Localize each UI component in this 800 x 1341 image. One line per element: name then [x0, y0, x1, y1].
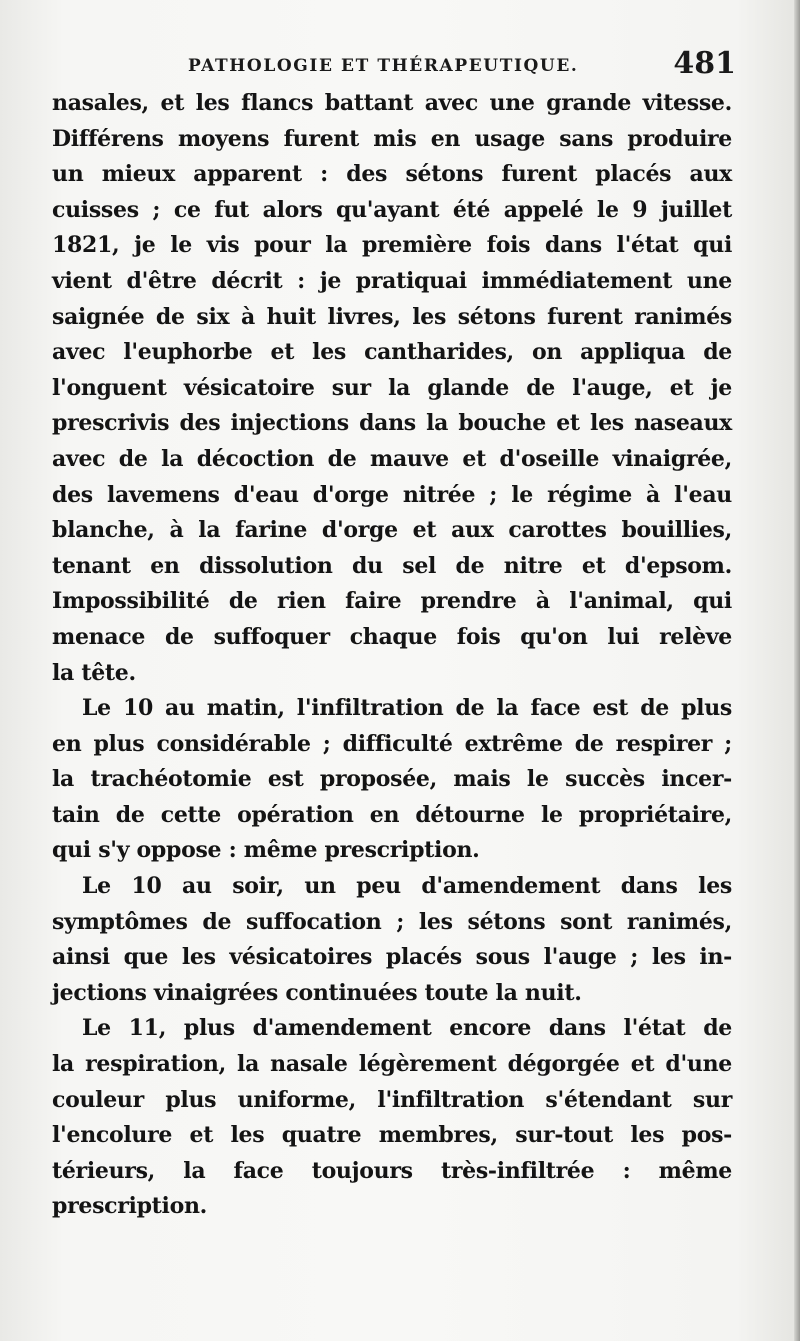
page-number: 481: [673, 46, 736, 81]
text-line: prescription.: [52, 1193, 208, 1220]
text-line: Le 10 au soir, un peu d'amendement dans les: [82, 873, 732, 900]
text-line: Différens moyens furent mis en usage sans produire: [52, 125, 732, 152]
text-line: couleur plus uniforme, l'infiltration s'étendant sur: [52, 1086, 732, 1113]
page-edge-shadow: [794, 0, 800, 1341]
running-head: [52, 46, 742, 90]
text-line: nasales, et les flancs battant avec une grande vitesse.: [52, 90, 732, 116]
text-line: la tête.: [52, 659, 136, 686]
text-line: tain de cette opération en détourne le propriétaire,: [52, 801, 732, 828]
running-head-title: PATHOLOGIE ET THÉRAPEUTIQUE.: [188, 56, 579, 76]
paragraph: [52, 691, 732, 869]
text-line: avec l'euphorbe et les cantharides, on appliqua de: [52, 339, 732, 366]
body-text: [52, 86, 732, 1225]
text-line: symptômes de suffocation ; les sétons sont ranimés,: [52, 908, 732, 935]
text-line: Impossibilité de rien faire prendre à l'animal, qui: [52, 588, 732, 615]
text-line: vient d'être décrit : je pratiquai immédiatement une: [52, 267, 732, 294]
text-line: blanche, à la farine d'orge et aux carottes bouillies,: [52, 517, 732, 544]
text-line: menace de suffoquer chaque fois qu'on lui relève: [52, 623, 732, 650]
text-line: jections vinaigrées continuées toute la nuit.: [52, 979, 582, 1006]
text-line: un mieux apparent : des sétons furent placés aux: [52, 161, 732, 188]
text-line: la trachéotomie est proposée, mais le succès incer-: [52, 766, 732, 793]
text-line: l'onguent vésicatoire sur la glande de l'auge, et je: [52, 374, 732, 401]
text-line: prescrivis des injections dans la bouche et les naseaux: [52, 410, 732, 437]
text-line: qui s'y oppose : même prescription.: [52, 837, 480, 864]
paragraph: [52, 869, 732, 1011]
text-line: 1821, je le vis pour la première fois dans l'état qui: [52, 232, 732, 259]
text-line: ainsi que les vésicatoires placés sous l'auge ; les in-: [52, 944, 732, 971]
text-line: térieurs, la face toujours très-infiltrée : même: [52, 1157, 732, 1184]
text-line: la respiration, la nasale légèrement dégorgée et d'une: [52, 1051, 732, 1078]
text-line: tenant en dissolution du sel de nitre et d'epsom.: [52, 552, 732, 579]
text-line: saignée de six à huit livres, les sétons furent ranimés: [52, 303, 732, 330]
text-line: l'encolure et les quatre membres, sur-tout les pos-: [52, 1122, 732, 1149]
text-line: Le 11, plus d'amendement encore dans l'état de: [82, 1015, 732, 1042]
paragraph: [52, 86, 732, 691]
text-line: des lavemens d'eau d'orge nitrée ; le régime à l'eau: [52, 481, 732, 508]
text-line: Le 10 au matin, l'infiltration de la face est de plus: [82, 695, 732, 722]
text-line: avec de la décoction de mauve et d'oseille vinaigrée,: [52, 445, 732, 472]
paragraph: [52, 1011, 732, 1225]
text-line: en plus considérable ; difficulté extrême de respirer ;: [52, 730, 732, 757]
text-line: cuisses ; ce fut alors qu'ayant été appelé le 9 juillet: [52, 196, 732, 223]
